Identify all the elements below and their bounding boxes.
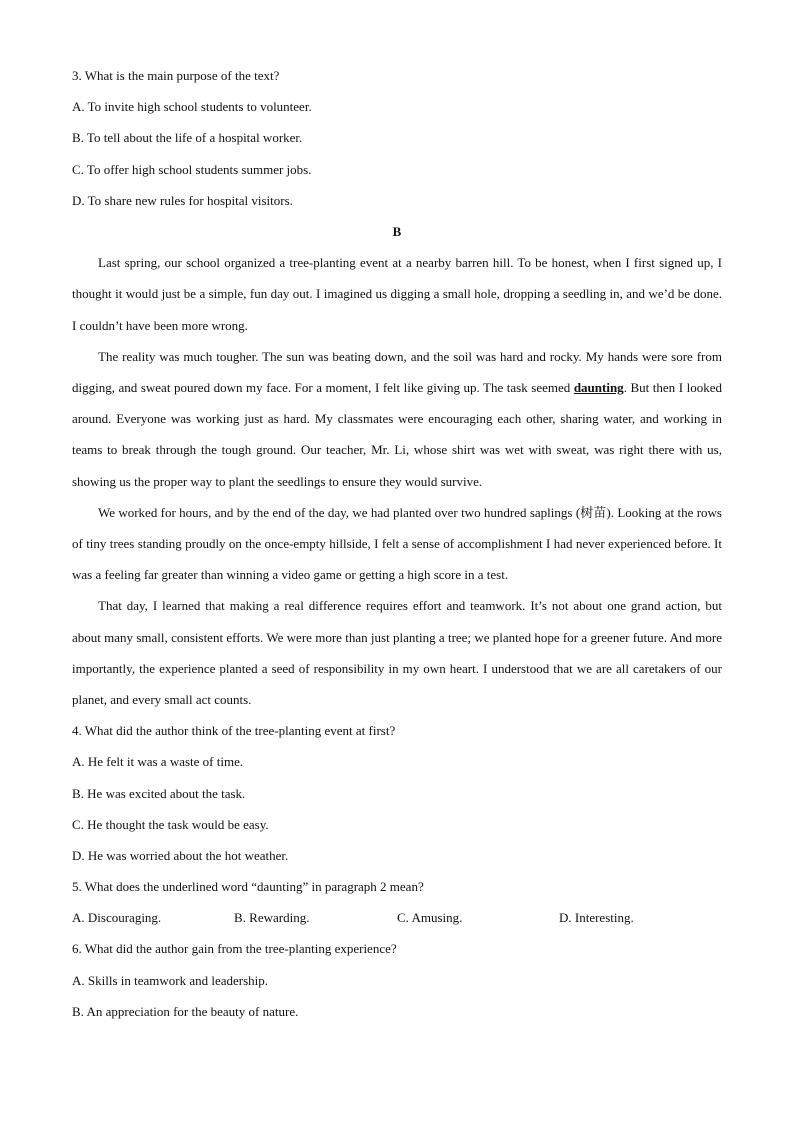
paragraph-4-text: That day, I learned that making a real difference requires effort and teamwork. It’s not about one grand action, but about many small, consistent efforts. We were more than just planting a tree; we planted hope for a greener future. And more importantly, the experience planted a seed of responsibility in my own heart. I understood that we are all caretakers of our planet, and every small act counts.	[72, 598, 722, 707]
q4-option-b: B. He was excited about the task.	[72, 785, 246, 801]
q3-option-d: D. To share new rules for hospital visitors.	[72, 192, 293, 208]
q5-option-c: C. Amusing.	[397, 910, 463, 926]
section-b-heading: B	[392, 223, 402, 239]
q3-question: 3. What is the main purpose of the text?	[72, 68, 280, 83]
q3-option-b: B. To tell about the life of a hospital worker.	[72, 130, 303, 146]
q5-question: 5. What does the underlined word “daunting” in paragraph 2 mean?	[72, 879, 424, 895]
passage-paragraph-2	[72, 341, 722, 497]
underlined-word: daunting	[573, 379, 624, 395]
paragraph-2-text-before: The reality was much tougher. The sun was beating down, and the soil was hard and rocky. My hands were sore from digging, and sweat poured down my face. For a moment, I felt like giving up. The task seemed	[72, 348, 722, 395]
q5-option-b: B. Rewarding.	[234, 910, 310, 926]
paragraph-2-text-after: . But then I looked around. Everyone was working just as hard. My classmates were encouraging each other, sharing water, and working in teams to break through the tough ground. Our teacher, Mr. Li, whose shirt was wet with sweat, was right there with us, showing us the proper way to plant the seedlings to ensure they would survive.	[72, 379, 722, 489]
q6-option-b: B. An appreciation for the beauty of nature.	[72, 1003, 299, 1019]
q4-option-c: C. He thought the task would be easy.	[72, 816, 269, 832]
passage-paragraph-3	[72, 497, 722, 591]
q6-question: 6. What did the author gain from the tree-planting experience?	[72, 941, 397, 957]
q4-option-d: D. He was worried about the hot weather.	[72, 847, 289, 863]
passage-paragraph-1	[72, 247, 722, 341]
q5-option-a: A. Discouraging.	[72, 910, 162, 926]
passage-paragraph-4	[72, 590, 722, 715]
q5-option-d: D. Interesting.	[559, 910, 634, 926]
q5-options-row	[72, 902, 722, 933]
q3-option-a: A. To invite high school students to volunteer.	[72, 99, 312, 115]
q4-option-a: A. He felt it was a waste of time.	[72, 754, 244, 770]
q3-option-c: C. To offer high school students summer jobs.	[72, 161, 312, 177]
paragraph-3-text: We worked for hours, and by the end of the day, we had planted over two hundred saplings (树苗). Looking at the rows of tiny trees standing proudly on the once-empty hillside, I felt a sense of accomplishment I had never experienced before. It was a feeling far greater than winning a video game or getting a high score in a test.	[72, 504, 722, 583]
q4-question: 4. What did the author think of the tree-planting event at first?	[72, 723, 396, 739]
exam-page	[72, 60, 722, 1027]
q6-option-a: A. Skills in teamwork and leadership.	[72, 972, 269, 988]
paragraph-1-text: Last spring, our school organized a tree-planting event at a nearby barren hill. To be honest, when I first signed up, I thought it would just be a simple, fun day out. I imagined us digging a small hole, dropping a seedling in, and we’d be done. I couldn’t have been more wrong.	[72, 255, 722, 333]
